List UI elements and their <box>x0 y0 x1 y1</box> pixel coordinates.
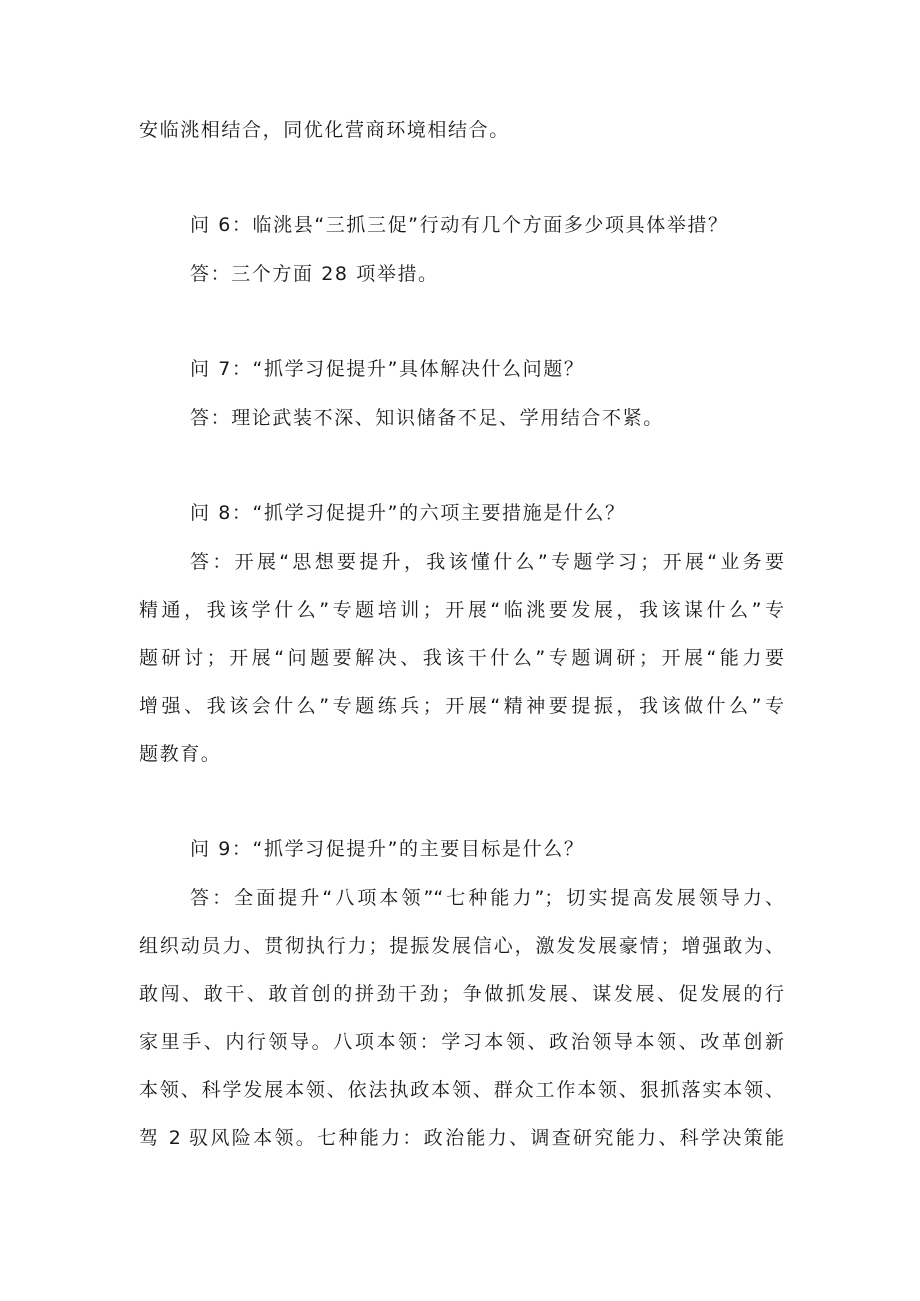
answer-9-line-6: 驾 2 驭风险本领。七种能力：政治能力、调查研究能力、科学决策能 <box>139 1127 784 1149</box>
question-6: 问 6：临洮县“三抓三促”行动有几个方面多少项具体举措？ <box>190 214 729 236</box>
answer-9-line-4: 家里手、内行领导。八项本领：学习本领、政治领导本领、改革创新 <box>139 1031 784 1053</box>
answer-9-line-2: 组织动员力、贯彻执行力；提振发展信心，激发发展豪情；增强敢为、 <box>139 935 784 957</box>
answer-8-line-2: 精通，我该学什么”专题培训；开展“临洮要发展，我该谋什么”专 <box>139 599 784 621</box>
question-8: 问 8：“抓学习促提升”的六项主要措施是什么？ <box>190 502 626 524</box>
paragraph-continuation: 安临洮相结合，同优化营商环境相结合。 <box>139 119 510 141</box>
answer-9-line-5: 本领、科学发展本领、依法执政本领、群众工作本领、狠抓落实本领、 <box>139 1079 784 1101</box>
answer-8-line-4: 增强、我该会什么”专题练兵；开展“精神要提振，我该做什么”专 <box>139 695 784 717</box>
answer-9-line-1: 答：全面提升“八项本领”“七种能力”；切实提高发展领导力、 <box>190 887 784 909</box>
question-7: 问 7：“抓学习促提升”具体解决什么问题？ <box>190 358 585 380</box>
answer-8-line-3: 题研讨；开展“问题要解决、我该干什么”专题调研；开展“能力要 <box>139 647 784 669</box>
answer-7-line-1: 答：理论武装不深、知识储备不足、学用结合不紧。 <box>190 407 664 429</box>
answer-8-line-1: 答：开展“思想要提升，我该懂什么”专题学习；开展“业务要 <box>190 551 784 573</box>
answer-6-line-1: 答：三个方面 28 项举措。 <box>190 263 439 285</box>
answer-9-line-3: 敢闯、敢干、敢首创的拼劲干劲；争做抓发展、谋发展、促发展的行 <box>139 983 784 1005</box>
answer-8-line-5: 题教育。 <box>139 743 222 765</box>
question-9: 问 9：“抓学习促提升”的主要目标是什么？ <box>190 838 585 860</box>
